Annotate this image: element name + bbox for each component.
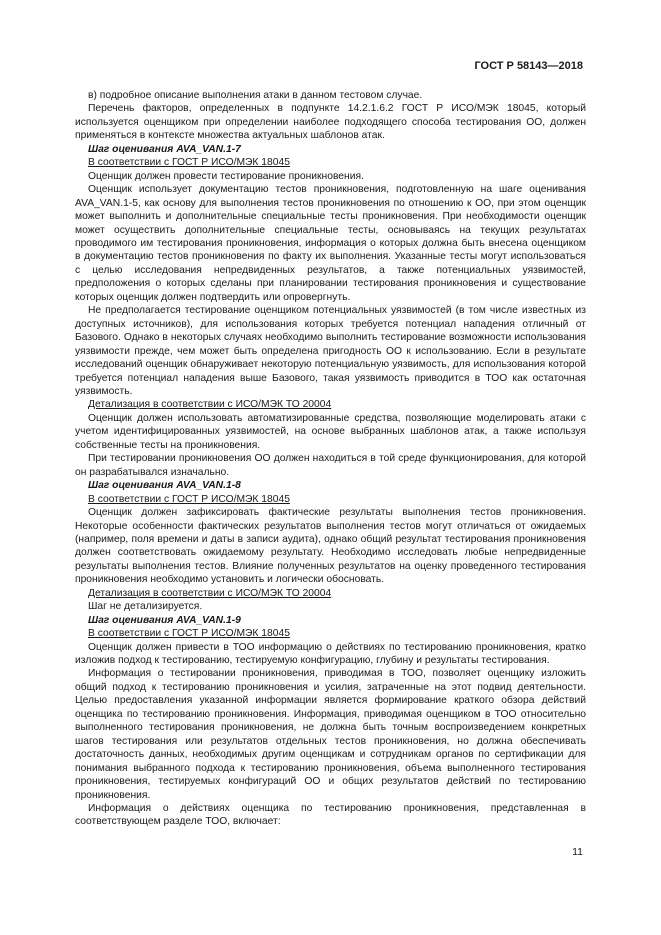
paragraph: Оценщик использует документацию тестов проникновения, подготовленную на шаге оценивания AVA_VAN.1-5, как основу для выполнения тестов проникновения по отношению к ОО, при этом оценщик может выполнить и дополнительные специальные тесты проникновения. При необходимости оценщик может осуществить дополнительные специальные тесты, основываясь на текущих результатах проводимого им тестирования проникновения, информация о которых должна быть внесена оценщиком в документацию тестов проникновения по факту их выполнения. Указанные тесты могут использоваться с целью исследования непредвиденных результатов, а также потенциальных уязвимостей, предположения о которых сделаны при планировании тестирования проникновения и существование которых оценщик должен подтвердить или опровергнуть.	[75, 184, 586, 303]
paragraph: Перечень факторов, определенных в подпункте 14.2.1.6.2 ГОСТ Р ИСО/МЭК 18045, который используется оценщиком при определении наиболее подходящего способа тестирования ОО, должен применяться в контексте множества актуальных шаблонов атак.	[75, 103, 586, 142]
document-header: ГОСТ Р 58143—2018	[474, 60, 583, 72]
paragraph: Оценщик должен привести в ТОО информацию о действиях по тестированию проникновения, кратко изложив подход к тестированию, тестируемую конфигурацию, глубину и результаты тестирования.	[75, 641, 586, 667]
paragraph: Шаг не детализируется.	[88, 601, 203, 613]
reference-line: В соответствии с ГОСТ Р ИСО/МЭК 18045	[88, 493, 290, 505]
page-number: 11	[572, 846, 583, 858]
reference-line: В соответствии с ГОСТ Р ИСО/МЭК 18045	[88, 157, 290, 169]
reference-line: В соответствии с ГОСТ Р ИСО/МЭК 18045	[88, 628, 290, 640]
paragraph: Оценщик должен зафиксировать фактические результаты выполнения тестов проникновения. Некоторые особенности фактических результатов выполнения тестов могут отличаться от ожидаемых (например, поля времени и даты в записи аудита), однако общий результат тестирования проникновения должен соответствовать ожидаемому результату. Необходимо исследовать любые непредвиденные результаты выполнения тестов. Влияние полученных результатов на оценку проведенного тестирования проникновения необходимо установить и логически обосновать.	[75, 507, 586, 586]
list-item-v: в) подробное описание выполнения атаки в данном тестовом случае.	[88, 90, 423, 101]
paragraph: Оценщик должен использовать автоматизированные средства, позволяющие моделировать атаки с учетом идентифицированных уязвимостей, на основе выбранных шаблонов атак, а также используя собственные тесты на проникновения.	[75, 412, 586, 451]
detail-reference-line: Детализация в соответствии с ИСО/МЭК ТО 20004	[88, 587, 332, 599]
paragraph: Оценщик должен провести тестирование проникновения.	[88, 170, 364, 182]
step-heading: Шаг оценивания AVA_VAN.1-9	[88, 614, 241, 626]
step-heading: Шаг оценивания AVA_VAN.1-8	[88, 480, 241, 492]
paragraph: Информация о действиях оценщика по тестированию проникновения, представленная в соответствующем разделе ТОО, включает:	[75, 803, 586, 828]
step-heading: Шаг оценивания AVA_VAN.1-7	[88, 143, 241, 155]
paragraph: При тестировании проникновения ОО должен находиться в той среде функционирования, для которой он разрабатывался изначально.	[75, 453, 586, 478]
paragraph: Не предполагается тестирование оценщиком потенциальных уязвимостей (в том числе известных из доступных источников), для использования которых требуется потенциал нападения отличный от Базового. Однако в некоторых случаях необходимо выполнить тестирование возможности использования уязвимости прежде, чем может быть определена пригодность ОО к использованию. Если в результате исследований оценщик обнаруживает некоторую потенциальную уязвимость, для использования которой требуется потенциал нападения выше Базового, такая уязвимость приводится в ТОО как остаточная уязвимость.	[75, 305, 586, 397]
document-body	[75, 89, 586, 829]
detail-reference-line: Детализация в соответствии с ИСО/МЭК ТО 20004	[88, 399, 332, 411]
paragraph: Информация о тестировании проникновения, приводимая в ТОО, позволяет оценщику изложить общий подход к тестированию проникновения и усилия, затраченные на этот подвид деятельности. Целью предоставления указанной информации является формирование краткого обзора действий оценщика по тестированию проникновения. Информация, приводимая оценщиком в ТОО относительно выполненного тестирования проникновения, не должна быть точным воспроизведением конкретных шагов тестирования или результатов отдельных тестов проникновения, но должна обеспечивать достаточность данных, необходимых другим оценщикам и сотрудникам органов по сертификации для понимания выбранного подхода к тестированию проникновения, объема выполненного тестирования проникновения, тестируемых конфигураций ОО и общих результатов действий по тестированию проникновения.	[75, 668, 586, 801]
